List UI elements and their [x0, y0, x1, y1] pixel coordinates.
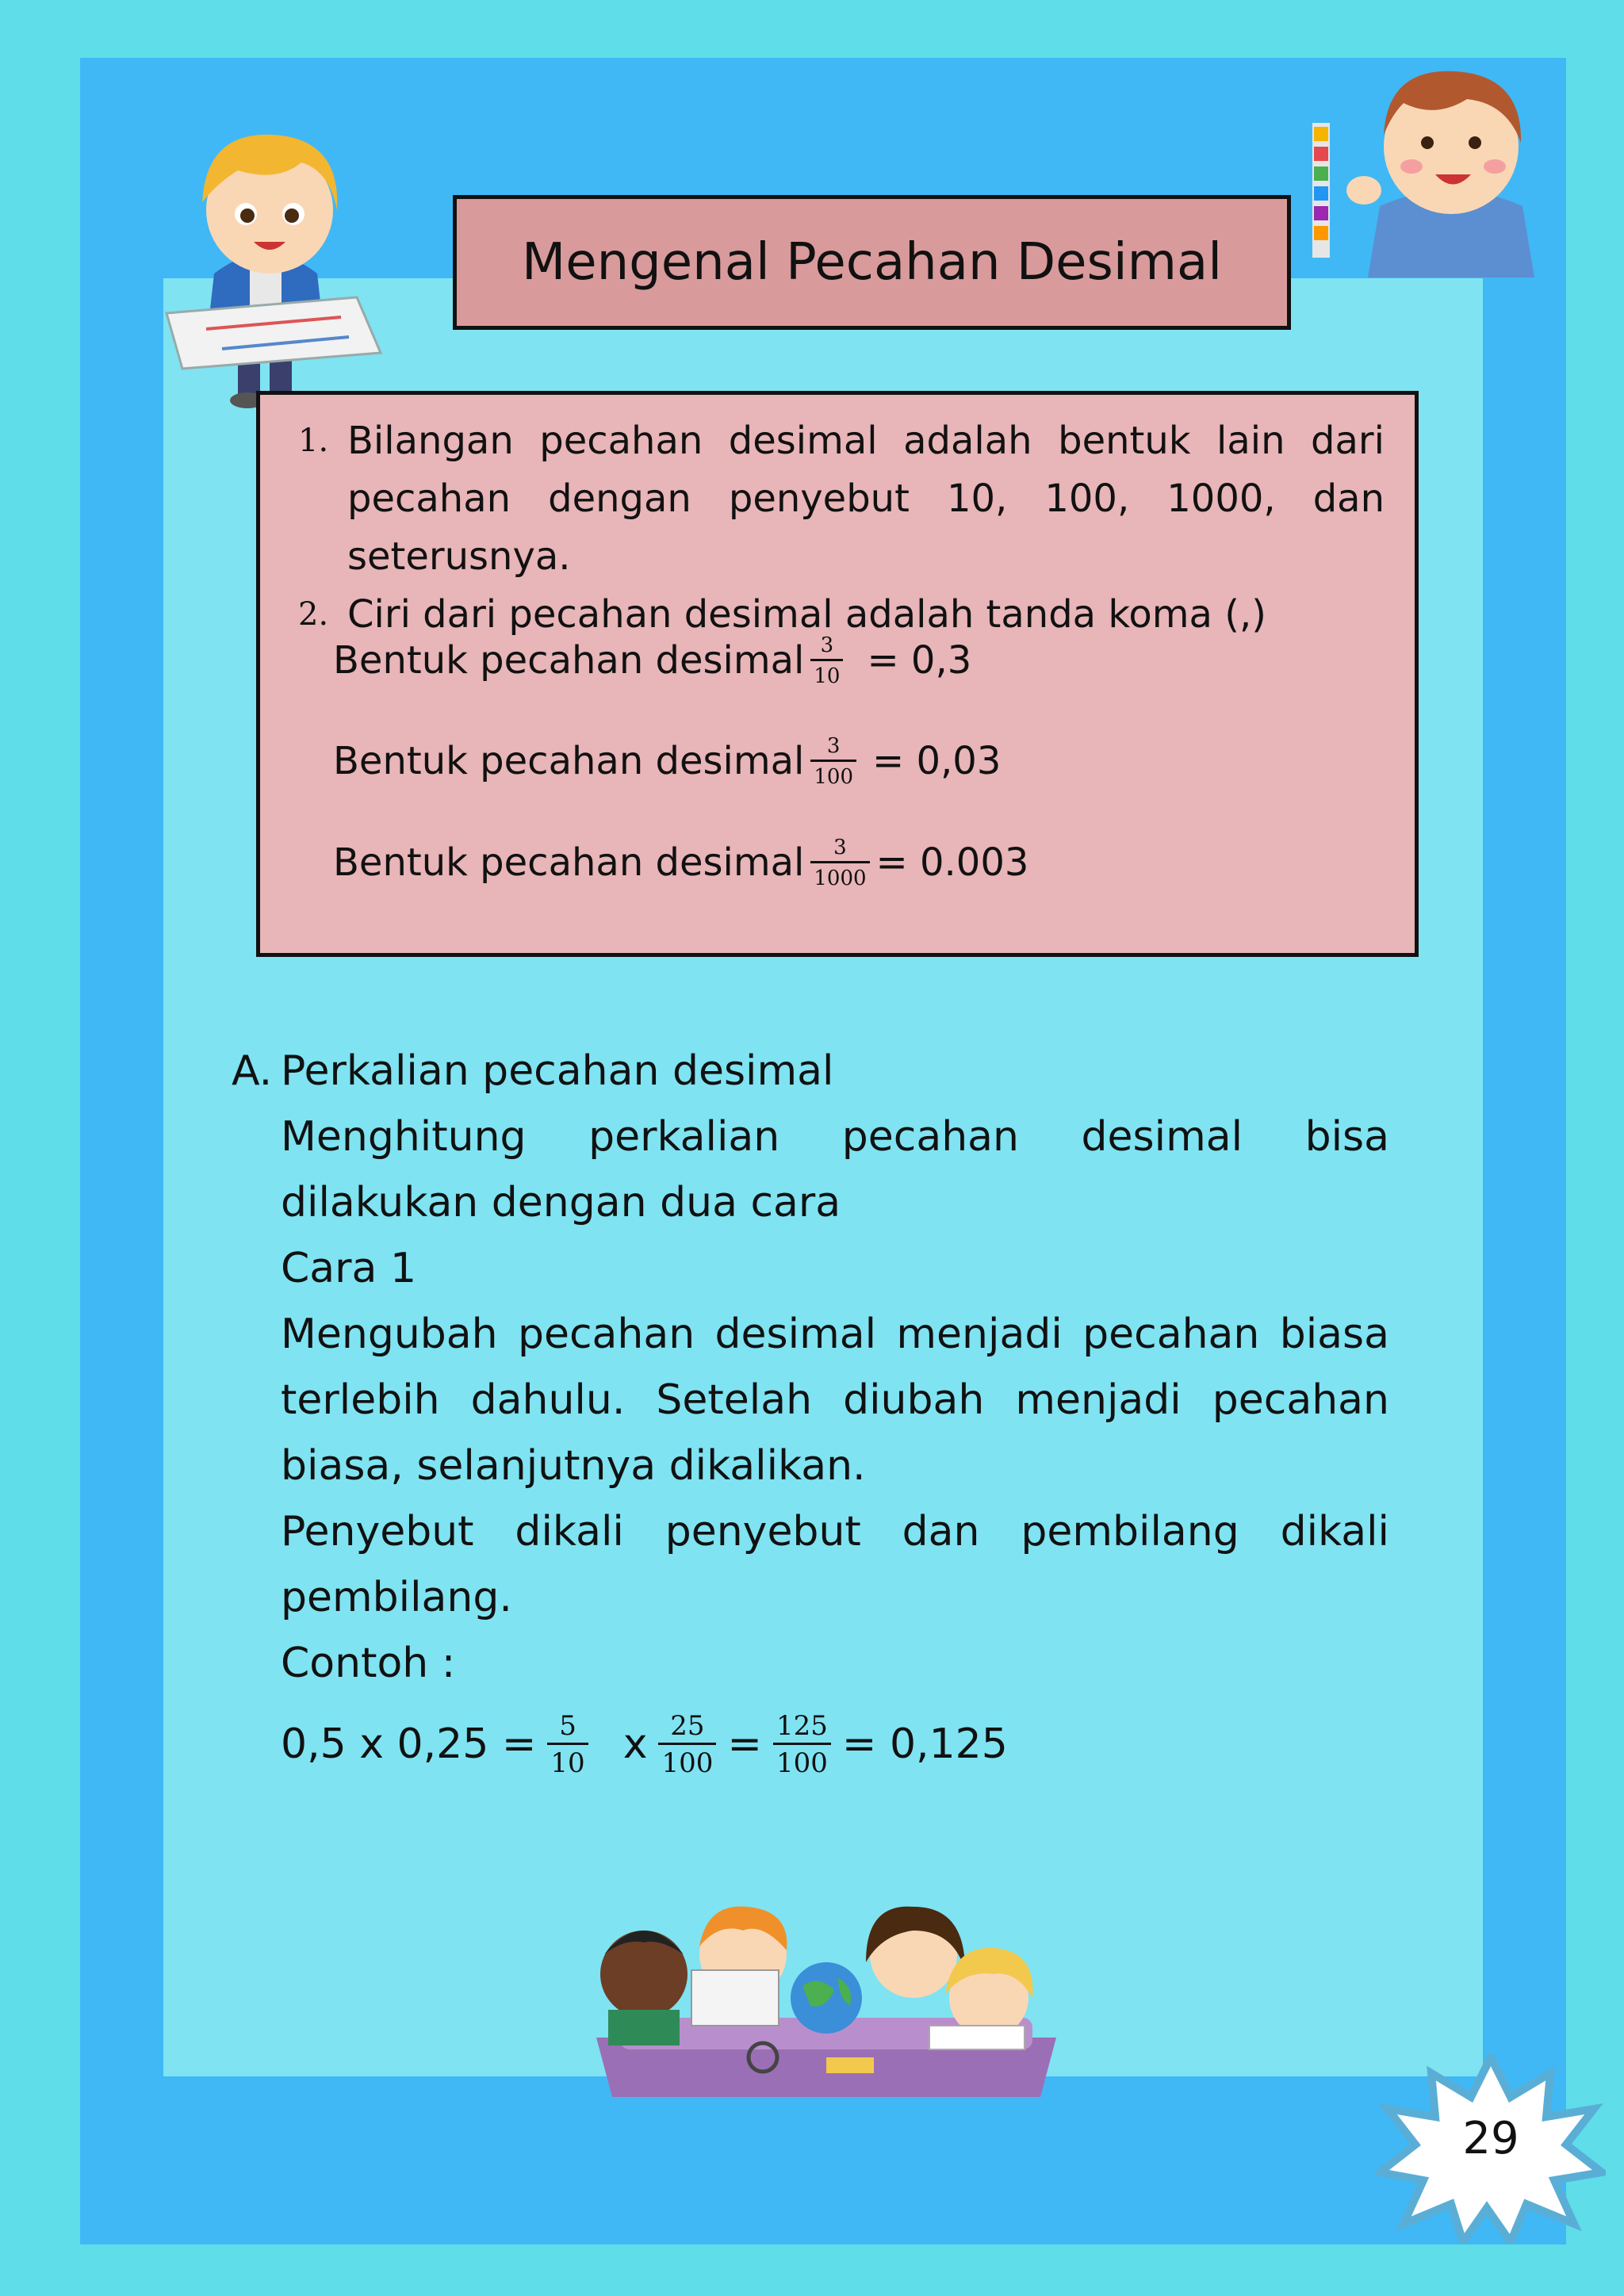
section-intro: Menghitung perkalian pecahan desimal bisa dilakukan dengan dua cara: [281, 1113, 1389, 1226]
section-heading-text: Perkalian pecahan desimal: [281, 1047, 834, 1095]
denominator: 10: [810, 659, 843, 688]
section-heading: [232, 1039, 1389, 1104]
example-label: Contoh :: [281, 1640, 456, 1687]
fraction: [773, 1711, 831, 1778]
fraction: [810, 633, 843, 688]
example-result: = 0.003: [875, 840, 1029, 885]
boy-pointing-illustration: [1308, 55, 1546, 277]
fraction: [547, 1711, 588, 1778]
fraction-example-row: [333, 617, 971, 704]
list-number: 1.: [298, 423, 329, 459]
equals-sign: =: [727, 1720, 762, 1768]
page-title-text: Mengenal Pecahan Desimal: [522, 233, 1222, 292]
section-body: [232, 1104, 1389, 1792]
numerator: 25: [670, 1709, 705, 1742]
list-number: 2.: [298, 596, 329, 633]
numerator: 3: [833, 835, 847, 859]
multiplication-section: [232, 1039, 1389, 1792]
example-equation: [281, 1697, 1389, 1792]
times-sign: x: [622, 1720, 648, 1768]
rule-text: Penyebut dikali penyebut dan pembilang dikali pembilang.: [281, 1508, 1389, 1621]
fraction: [810, 836, 869, 890]
denominator: 10: [547, 1743, 588, 1778]
denominator: 100: [810, 760, 856, 789]
example-label: Bentuk pecahan desimal: [333, 638, 805, 683]
section-letter: A.: [232, 1047, 273, 1095]
numerator: 3: [820, 633, 834, 657]
fraction: [810, 734, 856, 789]
example-result: = 0,3: [867, 638, 972, 683]
denominator: 100: [658, 1743, 716, 1778]
numerator: 125: [776, 1709, 828, 1742]
list-item-text: Bilangan pecahan desimal adalah bentuk lain dari pecahan dengan penyebut 10, 100, 1000, dan seterusnya.: [347, 419, 1385, 579]
equation-lhs: 0,5 x 0,25 =: [281, 1720, 537, 1768]
method-text: Mengubah pecahan desimal menjadi pecahan biasa terlebih dahulu. Setelah diubah menjadi pecahan biasa, selanjutnya dikalikan.: [281, 1311, 1389, 1490]
example-label: Bentuk pecahan desimal: [333, 739, 805, 783]
denominator: 100: [773, 1743, 831, 1778]
list-item-text: Ciri dari pecahan desimal adalah tanda koma (,): [347, 592, 1266, 637]
list-item: [298, 412, 1385, 586]
denominator: 1000: [810, 861, 869, 890]
method-label: Cara 1: [281, 1245, 417, 1292]
numerator: 5: [559, 1709, 576, 1742]
fraction-example-row: [333, 718, 1001, 805]
definition-box: [256, 391, 1419, 957]
fraction: [658, 1711, 716, 1778]
example-result: = 0,03: [872, 739, 1002, 783]
example-label: Bentuk pecahan desimal: [333, 840, 805, 885]
page-title: [453, 195, 1291, 330]
definition-list: [298, 412, 1385, 644]
equation-result: = 0,125: [841, 1720, 1008, 1768]
boy-with-map-illustration: [159, 115, 389, 416]
children-studying-illustration: [565, 1899, 1088, 2109]
page-number: 29: [1462, 2113, 1519, 2164]
numerator: 3: [826, 733, 841, 758]
fraction-example-row: [333, 819, 1028, 906]
